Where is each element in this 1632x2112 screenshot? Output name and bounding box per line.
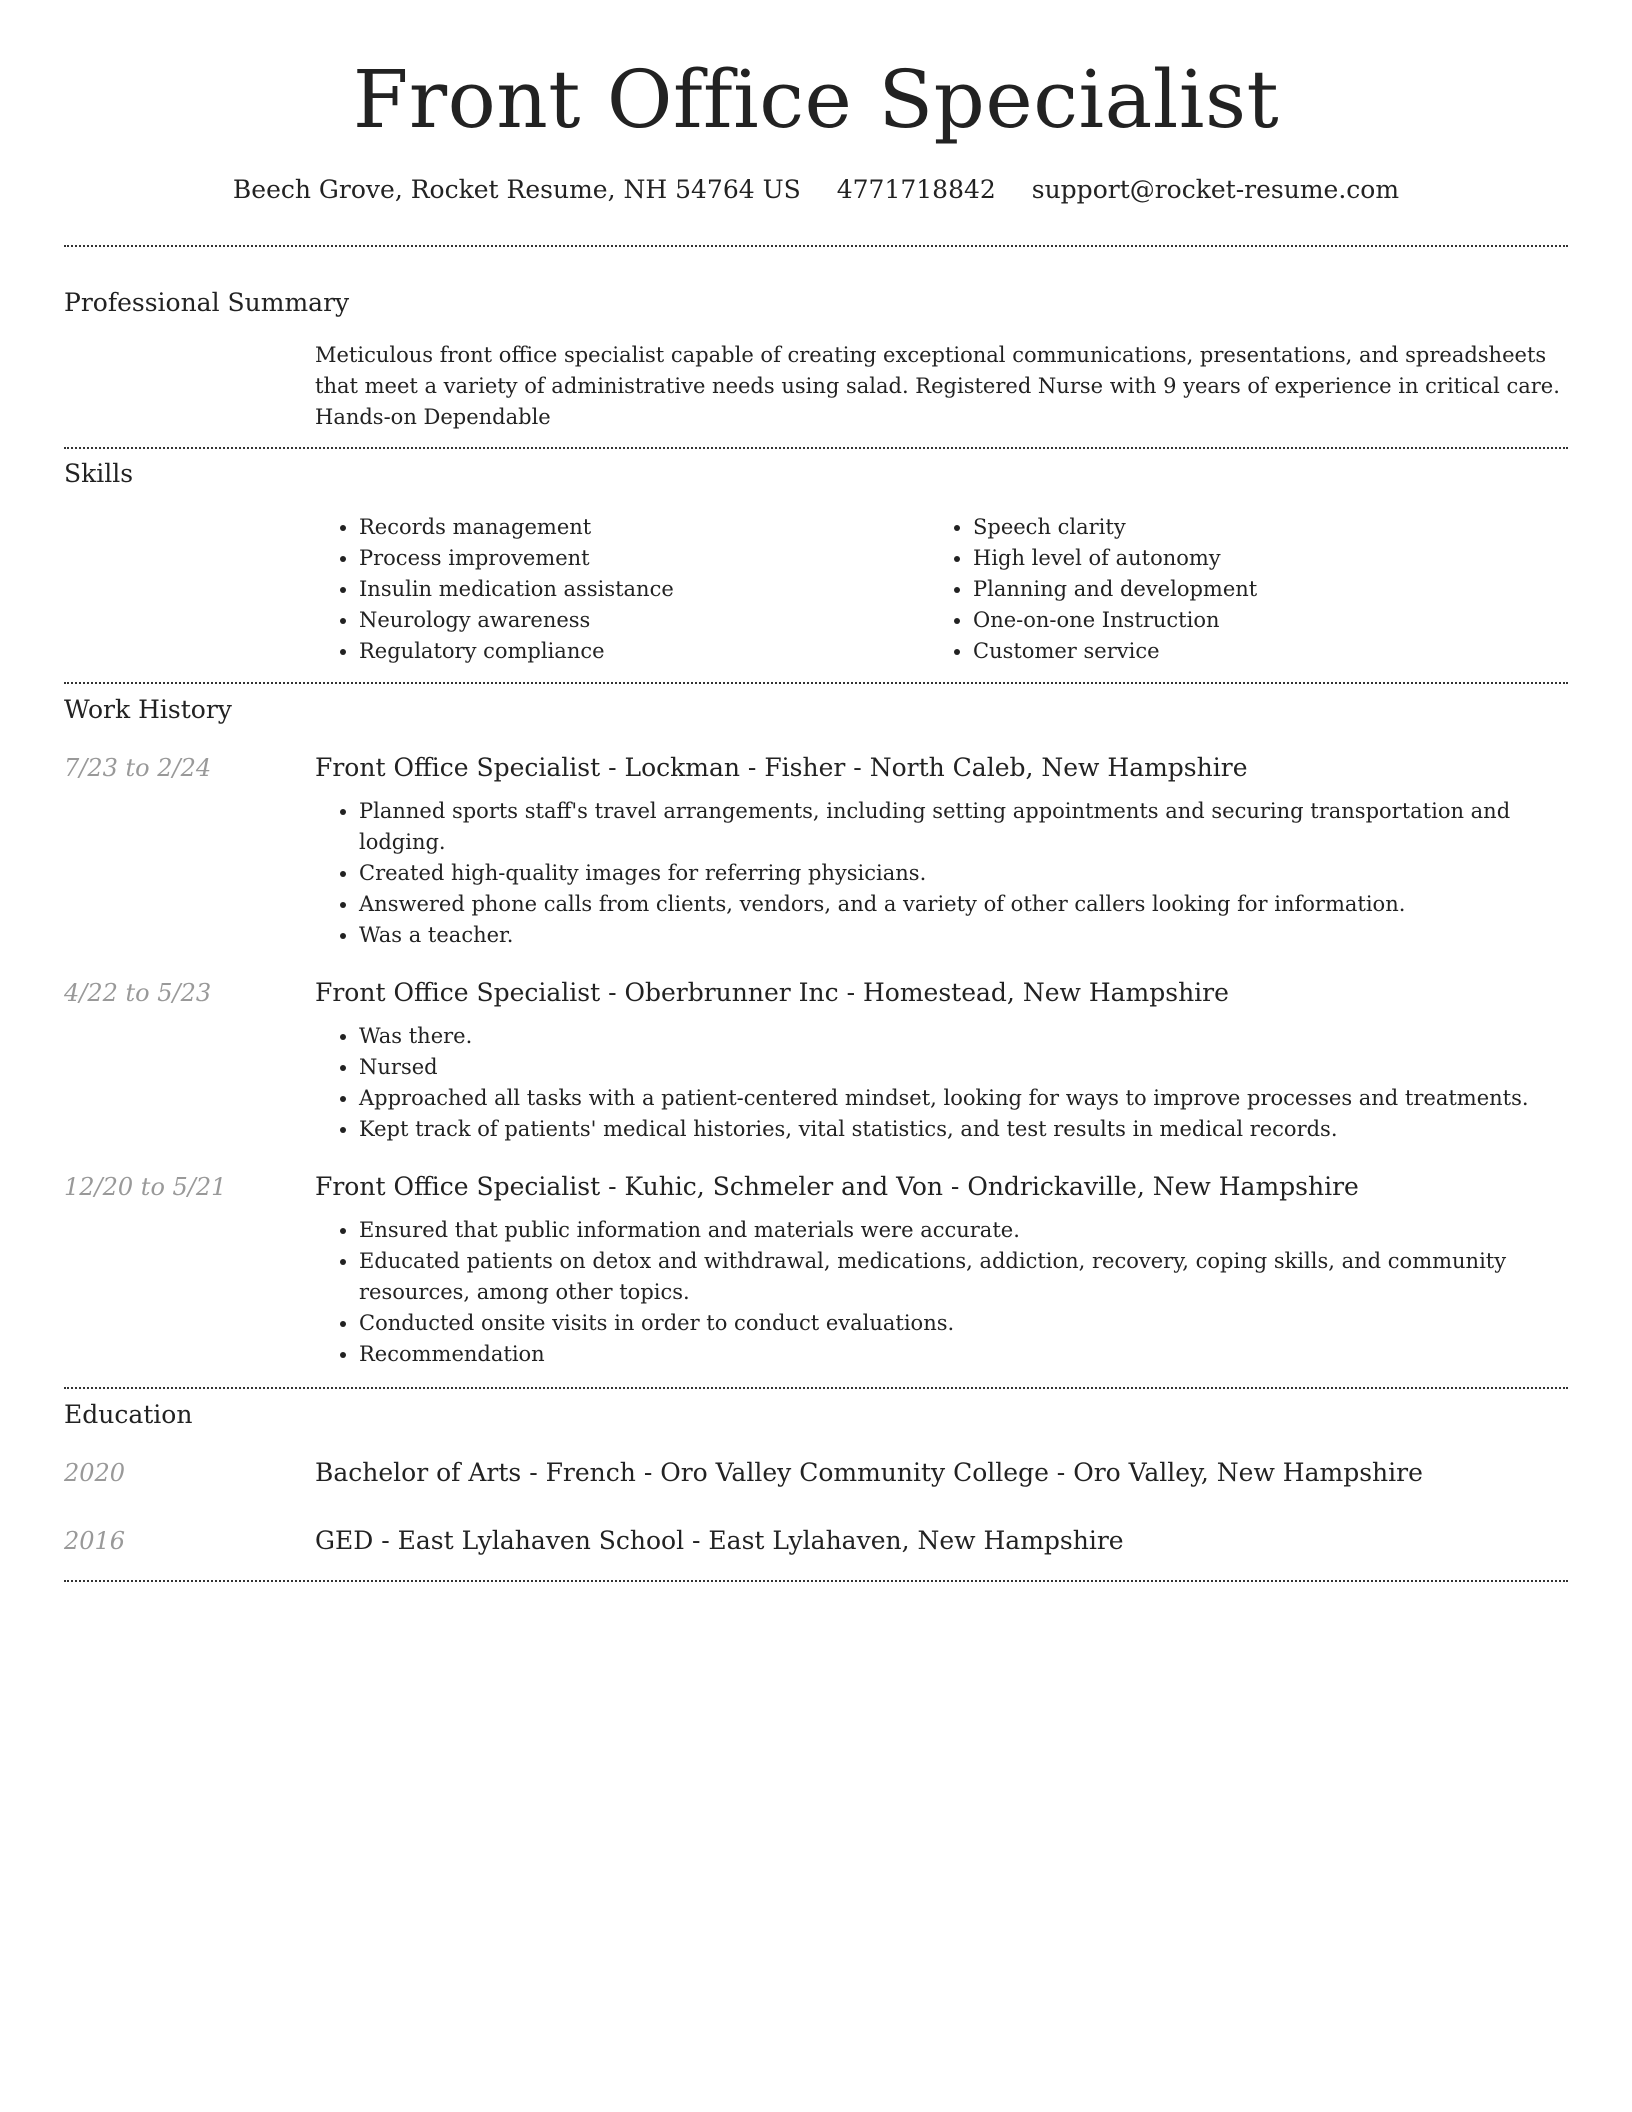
job-title: Front Office Specialist - Oberbrunner Inc - Homestead, New Hampshire bbox=[315, 978, 1229, 1007]
education-entry bbox=[64, 1457, 1568, 1489]
summary-heading: Professional Summary bbox=[64, 288, 350, 317]
summary-text: Meticulous front office specialist capable of creating exceptional communications, presentations, and spreadsheets that meet a variety of administrative needs using salad. Registered Nurse with 9 years of experience in critical care. Hands-on Dependable bbox=[315, 343, 1560, 429]
skills-list-right bbox=[929, 512, 1543, 667]
job-entry bbox=[64, 1171, 1568, 1370]
job-title: Front Office Specialist - Kuhic, Schmeler and Von - Ondrickaville, New Hampshire bbox=[315, 1172, 1359, 1201]
job-bullet: • Approached all tasks with a patient-centered mindset, looking for ways to improve processes and treatments. bbox=[359, 1083, 1568, 1114]
job-bullets bbox=[315, 1215, 1568, 1370]
skill-item: • Records management bbox=[359, 512, 929, 543]
skill-item: • High level of autonomy bbox=[973, 543, 1543, 574]
job-bullet: • Nursed bbox=[359, 1052, 1568, 1083]
job-bullet: • Kept track of patients' medical histories, vital statistics, and test results in medical records. bbox=[359, 1114, 1568, 1145]
education-section bbox=[64, 1389, 1568, 1557]
skills-heading: Skills bbox=[64, 459, 134, 488]
skill-item: • Neurology awareness bbox=[359, 605, 929, 636]
job-entry bbox=[64, 752, 1568, 951]
contact-email: support@rocket-resume.com bbox=[1031, 175, 1400, 204]
education-heading: Education bbox=[64, 1400, 193, 1429]
summary-section bbox=[64, 247, 1568, 433]
job-date: 12/20 to 5/21 bbox=[64, 1173, 227, 1201]
skill-item: • One-on-one Instruction bbox=[973, 605, 1543, 636]
job-entry bbox=[64, 977, 1568, 1145]
education-title: Bachelor of Arts - French - Oro Valley Community College - Oro Valley, New Hampshire bbox=[315, 1458, 1423, 1487]
skill-item: • Planning and development bbox=[973, 574, 1543, 605]
skill-item: • Regulatory compliance bbox=[359, 636, 929, 667]
job-date: 4/22 to 5/23 bbox=[64, 979, 212, 1007]
resume-header bbox=[64, 0, 1568, 206]
job-bullet: • Conducted onsite visits in order to conduct evaluations. bbox=[359, 1308, 1568, 1339]
skill-item: • Customer service bbox=[973, 636, 1543, 667]
job-bullets bbox=[315, 796, 1568, 951]
education-date: 2020 bbox=[64, 1459, 126, 1487]
job-bullet: • Planned sports staff's travel arrangements, including setting appointments and securing transportation and lodging. bbox=[359, 796, 1568, 858]
job-bullet: • Was there. bbox=[359, 1021, 1568, 1052]
job-bullet: • Recommendation bbox=[359, 1339, 1568, 1370]
job-bullet: • Ensured that public information and materials were accurate. bbox=[359, 1215, 1568, 1246]
skill-item: • Process improvement bbox=[359, 543, 929, 574]
contact-address: Beech Grove, Rocket Resume, NH 54764 US bbox=[232, 175, 801, 204]
job-bullet: • Was a teacher. bbox=[359, 920, 1568, 951]
work-history-section bbox=[64, 684, 1568, 1370]
education-entry bbox=[64, 1525, 1568, 1557]
job-bullet: • Educated patients on detox and withdrawal, medications, addiction, recovery, coping skills, and community resources, among other topics. bbox=[359, 1246, 1568, 1308]
job-bullets bbox=[315, 1021, 1568, 1145]
education-title: GED - East Lylahaven School - East Lylahaven, New Hampshire bbox=[315, 1526, 1124, 1555]
job-title: Front Office Specialist - Lockman - Fisher - North Caleb, New Hampshire bbox=[315, 753, 1248, 782]
job-bullet: • Answered phone calls from clients, vendors, and a variety of other callers looking for information. bbox=[359, 889, 1568, 920]
contact-line bbox=[64, 174, 1568, 206]
job-bullet: • Created high-quality images for referring physicians. bbox=[359, 858, 1568, 889]
work-history-heading: Work History bbox=[64, 695, 232, 724]
contact-phone: 4771718842 bbox=[836, 175, 996, 204]
section-divider bbox=[64, 1580, 1568, 1582]
skills-list-left bbox=[315, 512, 929, 667]
skill-item: • Insulin medication assistance bbox=[359, 574, 929, 605]
education-date: 2016 bbox=[64, 1527, 126, 1555]
skills-section bbox=[64, 449, 1568, 667]
candidate-name: Front Office Specialist bbox=[352, 53, 1280, 146]
skill-item: • Speech clarity bbox=[973, 512, 1543, 543]
resume-page bbox=[64, 0, 1568, 1582]
skills-grid bbox=[315, 512, 1568, 667]
job-date: 7/23 to 2/24 bbox=[64, 754, 212, 782]
